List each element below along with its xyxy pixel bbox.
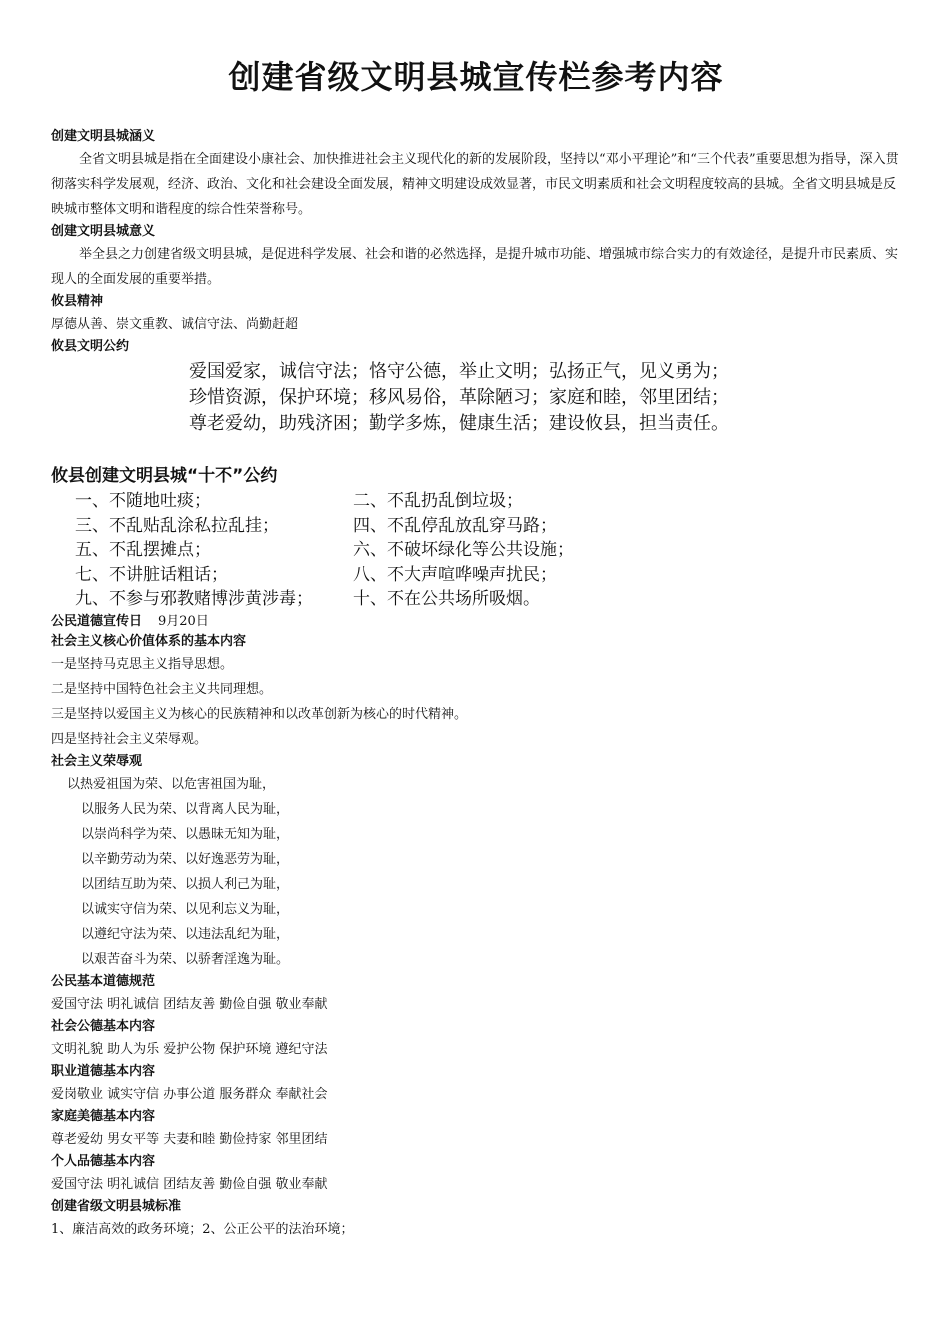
core-values-item: 二是坚持中国特色社会主义共同理想。 [51,681,273,697]
section-heading-spirit: 攸县精神 [51,294,104,309]
section-text-spirit: 厚德从善、崇文重教、诚信守法、尚勤赶超 [51,317,299,332]
section-text-personal-virtues: 爱国守法 明礼诚信 团结友善 勤俭自强 敬业奉献 [51,1176,328,1192]
document-body [51,127,901,1242]
section-heading-social-morals: 社会公德基本内容 [51,1018,156,1034]
ten-nots-item: 七、不讲脏话粗话； [75,564,228,585]
section-heading-honor-disgrace: 社会主义荣辱观 [51,753,143,769]
honor-disgrace-line: 以团结互助为荣、以损人利己为耻， [81,876,290,892]
section-heading-significance: 创建文明县城意义 [51,224,156,239]
section-heading-standards: 创建省级文明县城标准 [51,1198,182,1214]
section-heading-family-virtues: 家庭美德基本内容 [51,1108,156,1124]
section-heading-basic-morals: 公民基本道德规范 [51,973,156,989]
section-text-significance: 举全县之力创建省级文明县城，是促进科学发展、社会和谐的必然选择，是提升城市功能、增强城市综合实力的有效途径，是提升市民素质、实现人的全面发展的重要举措。 [51,247,899,287]
core-values-item: 一是坚持马克思主义指导思想。 [51,656,234,672]
honor-disgrace-line: 以遵纪守法为荣、以违法乱纪为耻， [81,926,290,942]
civility-pact-line: 爱国爱家，诚信守法；恪守公德，举止文明；弘扬正气，见义勇为； [189,361,729,382]
core-values-item: 三是坚持以爱国主义为核心的民族精神和以改革创新为核心的时代精神。 [51,706,468,722]
civility-pact-line: 珍惜资源，保护环境；移风易俗，革除陋习；家庭和睦，邻里团结； [189,387,729,408]
civility-pact-line: 尊老爱幼，助残济困；勤学多炼，健康生活；建设攸县，担当责任。 [189,413,729,434]
section-heading-professional-ethics: 职业道德基本内容 [51,1063,156,1079]
ten-nots-item: 八、不大声喧哗噪声扰民； [353,564,557,585]
honor-disgrace-line: 以崇尚科学为荣、以愚昧无知为耻， [81,826,290,842]
civility-pact [189,359,901,437]
core-values-item: 四是坚持社会主义荣辱观。 [51,731,208,747]
honor-disgrace-line: 以服务人民为荣、以背离人民为耻， [81,801,290,817]
ten-nots-list [75,489,901,612]
honor-disgrace-line: 以热爱祖国为荣、以危害祖国为耻， [67,776,276,792]
section-heading-meaning: 创建文明县城涵义 [51,129,156,144]
ten-nots-item: 四、不乱停乱放乱穿马路； [353,515,557,536]
section-heading-civility-pact: 攸县文明公约 [51,339,130,354]
honor-disgrace-line: 以诚实守信为荣、以见利忘义为耻， [81,901,290,917]
ten-nots-item: 二、不乱扔乱倒垃圾； [353,491,523,511]
ten-nots-item: 五、不乱摆摊点； [75,540,211,560]
section-text-standards: 1、廉洁高效的政务环境；2、公正公平的法治环境； [51,1221,354,1237]
moral-day-date: 9月20日 [158,613,209,629]
honor-disgrace-line: 以辛勤劳动为荣、以好逸恶劳为耻， [81,851,290,867]
document-title: 创建省级文明县城宣传栏参考内容 [228,58,724,96]
section-heading-ten-nots: 攸县创建文明县城“十不”公约 [51,466,278,486]
section-text-family-virtues: 尊老爱幼 男女平等 夫妻和睦 勤俭持家 邻里团结 [51,1131,328,1147]
ten-nots-item: 一、不随地吐痰； [75,491,211,511]
ten-nots-item: 十、不在公共场所吸烟。 [353,589,540,609]
section-heading-moral-day [51,612,901,632]
section-text-professional-ethics: 爱岗敬业 诚实守信 办事公道 服务群众 奉献社会 [51,1086,328,1102]
section-text-basic-morals: 爱国守法 明礼诚信 团结友善 勤俭自强 敬业奉献 [51,996,328,1012]
section-text-meaning: 全省文明县城是指在全面建设小康社会、加快推进社会主义现代化的新的发展阶段，坚持以“邓小平理论”和“三个代表”重要思想为指导，深入贯彻落实科学发展观，经济、政治、文化和社会建设全面发展，精神文明建设成效显著，市民文明素质和社会文明程度较高的县城。全省文明县城是反映城市整体文明和谐程度的综合性荣誉称号。 [51,152,899,217]
section-text-social-morals: 文明礼貌 助人为乐 爱护公物 保护环境 遵纪守法 [51,1041,328,1057]
ten-nots-item: 三、不乱贴乱涂私拉乱挂； [75,515,279,536]
ten-nots-item: 六、不破坏绿化等公共设施； [353,540,574,560]
moral-day-label: 公民道德宣传日 [51,613,143,629]
ten-nots-item: 九、不参与邪教赌博涉黄涉毒； [75,589,313,609]
honor-disgrace-line: 以艰苦奋斗为荣、以骄奢淫逸为耻。 [81,951,290,967]
section-heading-personal-virtues: 个人品德基本内容 [51,1153,156,1169]
section-heading-core-values: 社会主义核心价值体系的基本内容 [51,633,247,649]
